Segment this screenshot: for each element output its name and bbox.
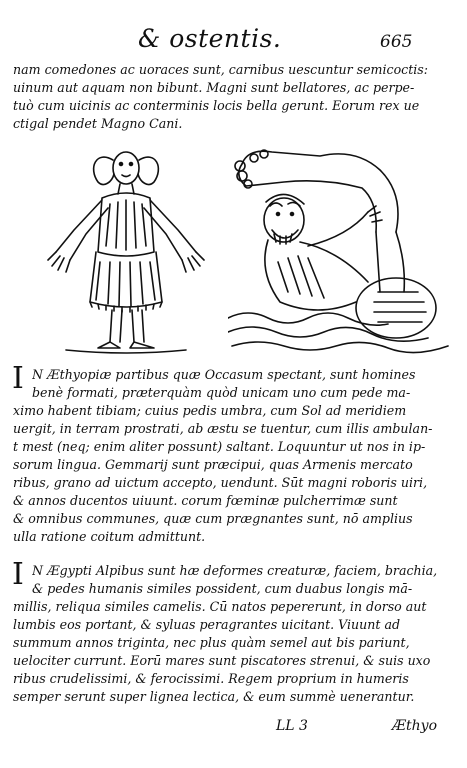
paragraph-line: uergit, in terram prostrati, ab æstu se tuentur, cum illis ambulan- [13, 421, 433, 436]
page-number: 665 [380, 32, 413, 52]
catchword: Æthyo [392, 718, 437, 734]
running-header [0, 24, 467, 56]
paragraph-line: & omnibus communes, quæ cum prægnantes sunt, nō amplius [13, 511, 413, 526]
paragraph-line: ulla ratione coitum admittunt. [13, 529, 206, 544]
paragraph-line: sorum lingua. Gemmarij sunt præcipui, quas Armenis mercato [13, 457, 413, 472]
paragraph-line: lumbis eos portant, & syluas peragrantes uicitant. Viuunt ad [13, 617, 401, 632]
drop-cap-initial: I [12, 557, 24, 592]
paragraph-line: uelociter currunt. Eorū mares sunt piscatores strenui, & suis uxo [13, 653, 431, 668]
intro-line: ctigal pendet Magno Cani. [13, 116, 183, 131]
paragraph-line: N Æthyopiæ partibus quæ Occasum spectant, sunt homines [32, 367, 416, 382]
paragraph-line: t mest (neq; enim aliter possunt) saltant. Loquuntur ut nos in ip- [13, 439, 426, 454]
drop-cap-initial: I [12, 361, 24, 396]
paragraph-line: ribus crudelissimi, & ferocissimi. Regem proprium in humeris [13, 671, 409, 686]
paragraph-line: & annos ducentos uiuunt. corum fœminæ pulcherrimæ sunt [13, 493, 398, 508]
paragraph-line: N Ægypti Alpibus sunt hæ deformes creaturæ, faciem, brachia, [32, 563, 438, 578]
paragraph-line: ribus, grano ad uictum accepto, uendunt. Sūt magni roboris uiri, [13, 475, 428, 490]
intro-line: uinum aut aquam non bibunt. Magni sunt bellatores, ac perpe- [13, 80, 415, 95]
intro-line: nam comedones ac uoraces sunt, carnibus uescuntur semicoctis: [13, 62, 429, 77]
paragraph-line: semper serunt super lignea lectica, & eum summè uenerantur. [13, 689, 415, 704]
running-title: & ostentis. [138, 24, 282, 53]
paragraph-line: ximo habent tibiam; cuius pedis umbra, cum Sol ad meridiem [13, 403, 407, 418]
monopod-sciapod-woodcut [228, 142, 453, 356]
paragraph-line: summum annos triginta, nec plus quàm semel aut bis pariunt, [13, 635, 410, 650]
paragraph-line: & pedes humanis similes possident, cum duabus longis mā- [32, 581, 413, 596]
signature-mark: LL 3 [276, 718, 308, 734]
long-eared-man-woodcut [26, 142, 224, 356]
paragraph-line: benè formati, præterquàm quòd unicam uno cum pede ma- [32, 385, 411, 400]
intro-line: tuò cum uicinis ac conterminis locis bella gerunt. Eorum rex ue [13, 98, 420, 113]
paragraph-line: millis, reliqua similes camelis. Cū natos pepererunt, in dorso aut [13, 599, 427, 614]
